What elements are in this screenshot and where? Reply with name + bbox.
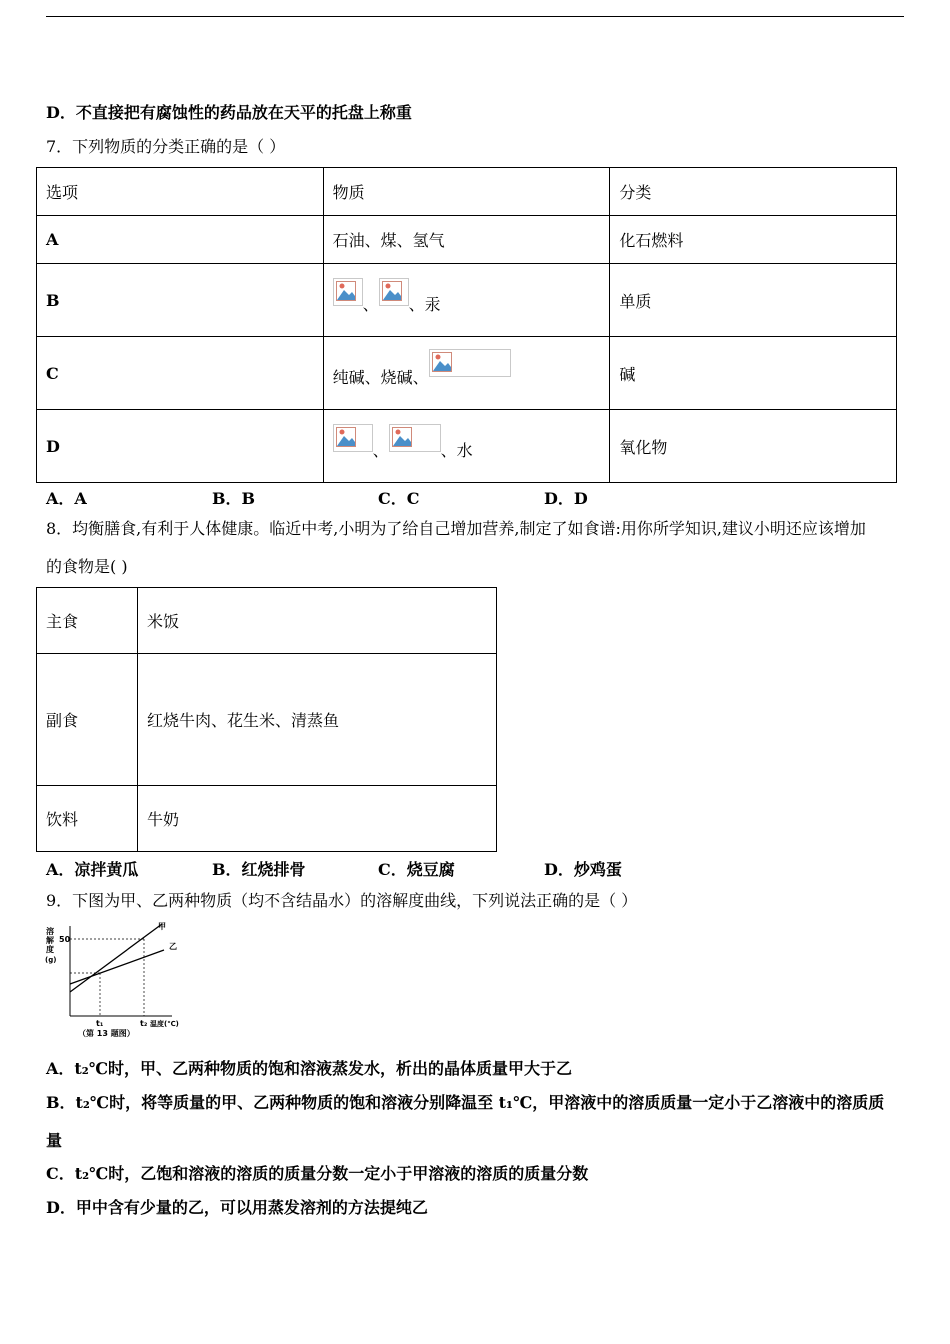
menu-value: 米饭 [138,588,497,654]
table-row [37,410,897,483]
q8-options [46,857,710,880]
ylabel-char: 解 [46,936,54,945]
separator-text: 、水 [440,440,473,460]
q8-stem-line1: 8．均衡膳食,有利于人体健康。临近中考,小明为了给自己增加营养,制定了如食谱:用你所学知识,建议小明还应该增加 [46,519,866,538]
separator-text: 、 [362,294,379,314]
option-d: D．D [544,489,588,508]
option-b: B．B [212,489,256,508]
table-row [37,654,497,786]
q7-stem: 7．下列物质的分类正确的是（ ） [46,137,286,156]
substance-cell [323,410,610,483]
menu-value: 红烧牛肉、花生米、清蒸鱼 [138,654,497,786]
x-tick-t1: t₁ [96,1019,104,1028]
q9-option-c: C．t₂℃时，乙饱和溶液的溶质的质量分数一定小于甲溶液的溶质的质量分数 [46,1164,589,1183]
menu-key: 饮料 [37,786,138,852]
option-a: A．凉拌黄瓜 [46,860,139,879]
ylabel-char: 度 [46,945,54,954]
table-row [37,786,497,852]
q9-option-b-line2: 量 [46,1131,63,1150]
substance-cell: 石油、煤、氢气 [323,216,610,264]
q9-stem: 9．下图为甲、乙两种物质（均不含结晶水）的溶解度曲线，下列说法正确的是（ ） [46,891,638,910]
option-c: C．烧豆腐 [378,860,455,879]
table-row [37,337,897,410]
q6-option-d: D．不直接把有腐蚀性的药品放在天平的托盘上称重 [46,103,412,122]
separator-text: 、 [372,440,389,460]
row-label: D [37,410,324,483]
series-jia-line [70,924,162,992]
series-label-jia: 甲 [158,922,166,931]
q7-options [46,486,710,509]
broken-image-icon [429,349,511,377]
category-cell: 化石燃料 [610,216,897,264]
substance-cell [323,337,610,410]
broken-image-icon [389,424,441,452]
series-label-yi: 乙 [169,942,177,951]
q9-option-d: D．甲中含有少量的乙，可以用蒸发溶剂的方法提纯乙 [46,1198,428,1217]
menu-key: 副食 [37,654,138,786]
option-b: B．红烧排骨 [212,860,306,879]
q7-table [36,167,897,483]
menu-value: 牛奶 [138,786,497,852]
ylabel-char: 溶 [46,927,54,936]
ylabel-char: (g) [45,956,57,964]
option-c: C．C [378,489,420,508]
category-cell: 氧化物 [610,410,897,483]
separator-text: 、汞 [408,294,441,314]
q9-option-b-line1: B．t₂℃时，将等质量的甲、乙两种物质的饱和溶液分别降温至 t₁℃，甲溶液中的溶质质量一定小于乙溶液中的溶质质 [46,1093,885,1112]
row-label: C [37,337,324,410]
header-rule [46,16,904,17]
x-tick-t2: t₂ [140,1019,148,1028]
chart-caption: （第 13 题图） [78,1029,135,1038]
table-row [37,264,897,337]
menu-key: 主食 [37,588,138,654]
series-yi-line [70,950,164,984]
header-cell: 物质 [323,168,610,216]
category-cell: 碱 [610,337,897,410]
option-d: D．炒鸡蛋 [544,860,622,879]
broken-image-icon [333,278,363,306]
y-tick-label: 50 [59,935,71,944]
row-label: B [37,264,324,337]
category-cell: 单质 [610,264,897,337]
header-cell: 分类 [610,168,897,216]
row-label: A [37,216,324,264]
broken-image-icon [333,424,373,452]
x-axis-label: 温度(℃) [150,1020,179,1028]
table-row [37,168,897,216]
substance-text: 纯碱、烧碱、 [332,367,429,387]
table-row [37,216,897,264]
q8-menu-table [36,587,497,852]
solubility-chart [44,920,194,1038]
table-row [37,588,497,654]
option-a: A．A [46,489,87,508]
q9-option-a: A．t₂℃时，甲、乙两种物质的饱和溶液蒸发水，析出的晶体质量甲大于乙 [46,1059,572,1078]
q8-stem-line2: 的食物是( ) [46,557,128,576]
header-cell: 选项 [37,168,324,216]
broken-image-icon [379,278,409,306]
substance-cell [323,264,610,337]
